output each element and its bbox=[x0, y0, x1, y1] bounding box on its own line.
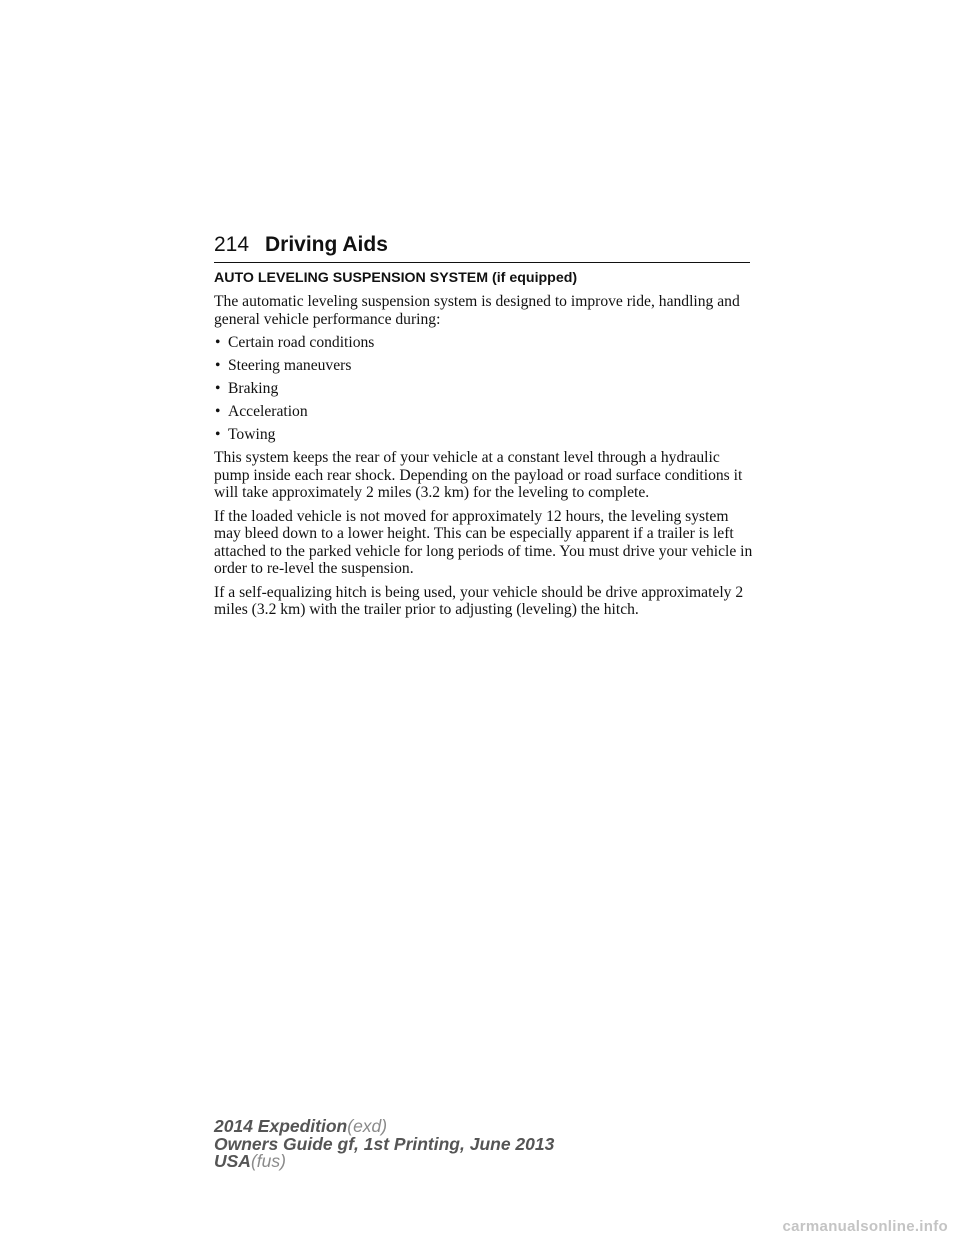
list-item bbox=[214, 426, 754, 444]
condition-list bbox=[214, 334, 754, 444]
page-number: 214 bbox=[214, 233, 250, 256]
chapter-title: Driving Aids bbox=[265, 233, 388, 256]
bullet-icon: • bbox=[215, 380, 221, 398]
list-item bbox=[214, 334, 754, 352]
list-item-text: Certain road conditions bbox=[228, 334, 375, 351]
print-footer bbox=[214, 1118, 554, 1171]
body-paragraph-bleed-down: If the loaded vehicle is not moved for approximately 12 hours, the leveling system may bleed down to a lower height. This can be especially apparent if a trailer is left attached to the parked vehicle for long periods of time. You must drive your vehicle in order to re-level the suspension. bbox=[214, 507, 753, 578]
page-header bbox=[214, 232, 750, 263]
footer-line-model bbox=[214, 1118, 554, 1136]
bullet-icon: • bbox=[215, 334, 221, 351]
list-item bbox=[214, 403, 754, 421]
body-paragraph-leveling: This system keeps the rear of your vehicle at a constant level through a hydraulic pump inside each rear shock. Depending on the payload or road surface conditions it will take approximately 2 miles (3.2 km) for the leveling to complete. bbox=[214, 449, 743, 502]
list-item-text: Steering maneuvers bbox=[228, 357, 352, 375]
bullet-icon: • bbox=[215, 357, 221, 375]
section-heading: AUTO LEVELING SUSPENSION SYSTEM (if equipped) bbox=[214, 270, 578, 286]
list-item-text: Towing bbox=[228, 426, 276, 444]
bullet-icon: • bbox=[215, 426, 221, 444]
footer-market: USA bbox=[214, 1151, 251, 1171]
site-watermark: carmanualsonline.info bbox=[782, 1218, 948, 1235]
footer-printing: Owners Guide gf, 1st Printing, June 2013 bbox=[214, 1133, 555, 1154]
bullet-icon: • bbox=[215, 403, 221, 421]
list-item bbox=[214, 357, 754, 375]
footer-model-code: (exd) bbox=[347, 1116, 388, 1136]
page-content bbox=[214, 270, 754, 625]
footer-market-code: (fus) bbox=[250, 1151, 286, 1171]
body-paragraph-hitch: If a self-equalizing hitch is being used, your vehicle should be drive approximately 2 miles (3.2 km) with the trailer prior to adjusting (leveling) the hitch. bbox=[214, 583, 744, 619]
list-item-text: Acceleration bbox=[228, 403, 308, 421]
intro-paragraph: The automatic leveling suspension system is designed to improve ride, handling and general vehicle performance during: bbox=[214, 293, 740, 328]
list-item-text: Braking bbox=[228, 380, 279, 398]
list-item bbox=[214, 380, 754, 398]
footer-line-market bbox=[214, 1153, 554, 1171]
footer-model: 2014 Expedition bbox=[214, 1116, 348, 1136]
